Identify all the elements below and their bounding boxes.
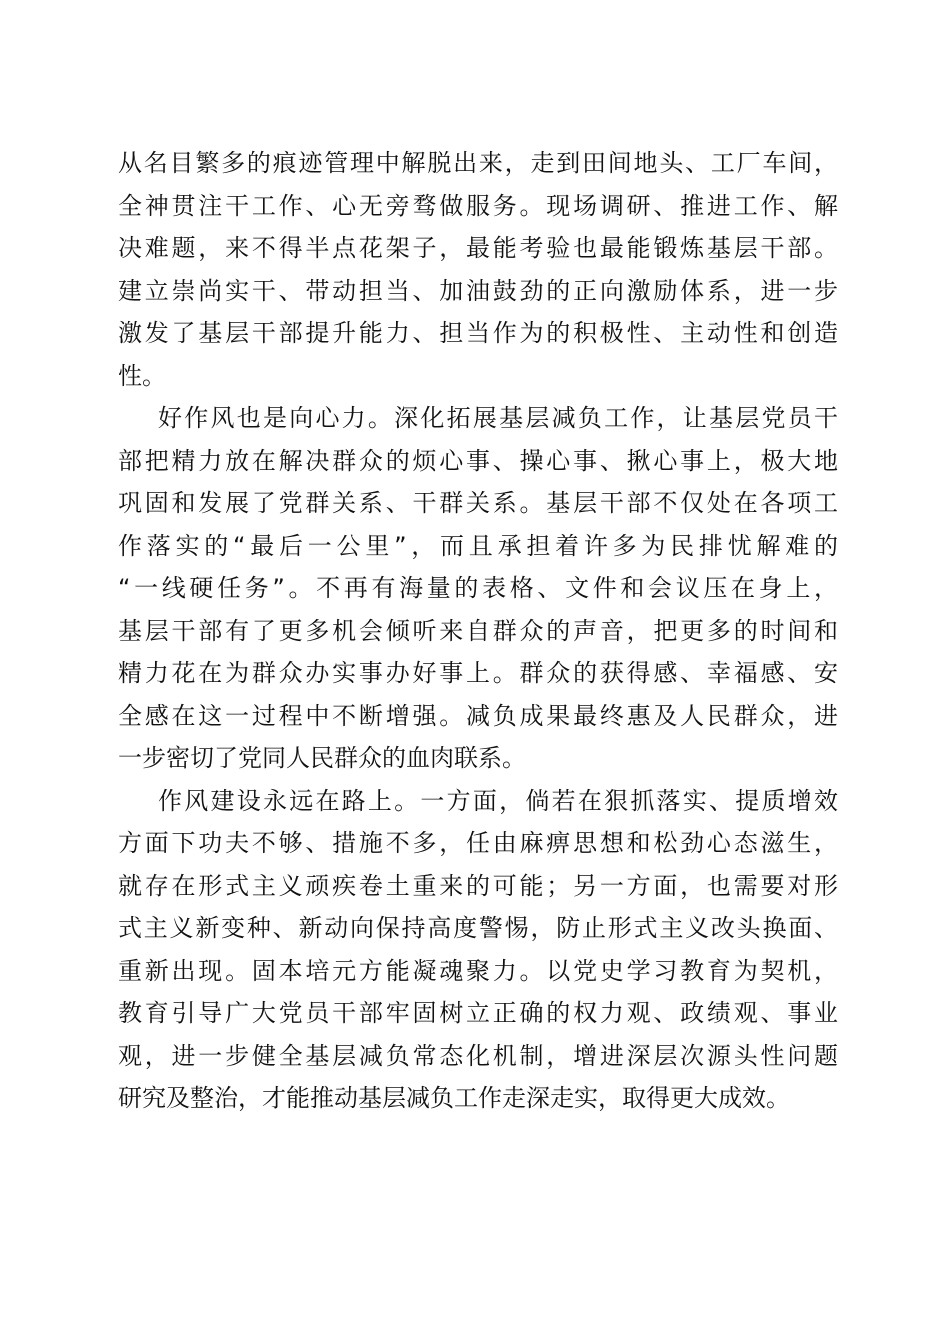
text-line: 教育引导广大党员干部牢固树立正确的权力观、政绩观、事业 [118, 999, 838, 1027]
text-line: 激发了基层干部提升能力、担当作为的积极性、主动性和创造 [118, 319, 838, 347]
text-line: 一步密切了党同人民群众的血肉联系。 [118, 744, 526, 772]
text-line: 从名目繁多的痕迹管理中解脱出来，走到田间地头、工厂车间， [118, 149, 838, 177]
document-body [118, 142, 838, 1120]
paragraph-3 [118, 780, 838, 1120]
text-line: 式主义新变种、新动向保持高度警惕，防止形式主义改头换面、 [118, 914, 838, 942]
paragraph-1 [118, 142, 838, 397]
paragraph-2 [118, 397, 838, 780]
text-line: 作风建设永远在路上。一方面，倘若在狠抓落实、提质增效 [158, 786, 838, 815]
text-line: 部把精力放在解决群众的烦心事、操心事、揪心事上，极大地 [118, 446, 838, 475]
text-line: 全神贯注干工作、心无旁骛做服务。现场调研、推进工作、解 [118, 191, 838, 220]
text-line: 决难题，来不得半点花架子，最能考验也最能锻炼基层干部。 [118, 234, 838, 262]
text-line: 基层干部有了更多机会倾听来自群众的声音，把更多的时间和 [118, 616, 838, 645]
text-line: 方面下功夫不够、措施不多，任由麻痹思想和松劲心态滋生， [118, 829, 838, 857]
text-line: 就存在形式主义顽疾卷土重来的可能；另一方面，也需要对形 [118, 871, 838, 900]
text-line: 作落实的“最后一公里”，而且承担着许多为民排忧解难的 [118, 531, 838, 560]
text-line: 研究及整治，才能推动基层减负工作走深走实，取得更大成效。 [118, 1084, 790, 1112]
text-line: 观，进一步健全基层减负常态化机制，增进深层次源头性问题 [118, 1041, 838, 1070]
text-line: 精力花在为群众办实事办好事上。群众的获得感、幸福感、安 [118, 659, 838, 687]
text-line: 性。 [118, 361, 166, 390]
text-line: 好作风也是向心力。深化拓展基层减负工作，让基层党员干 [158, 404, 838, 432]
text-line: 巩固和发展了党群关系、干群关系。基层干部不仅处在各项工 [118, 489, 838, 517]
text-line: 建立崇尚实干、带动担当、加油鼓劲的正向激励体系，进一步 [118, 276, 838, 305]
text-line: 全感在这一过程中不断增强。减负成果最终惠及人民群众，进 [118, 701, 838, 730]
text-line: “一线硬任务”。不再有海量的表格、文件和会议压在身上， [118, 574, 838, 602]
text-line: 重新出现。固本培元方能凝魂聚力。以党史学习教育为契机， [118, 956, 838, 985]
